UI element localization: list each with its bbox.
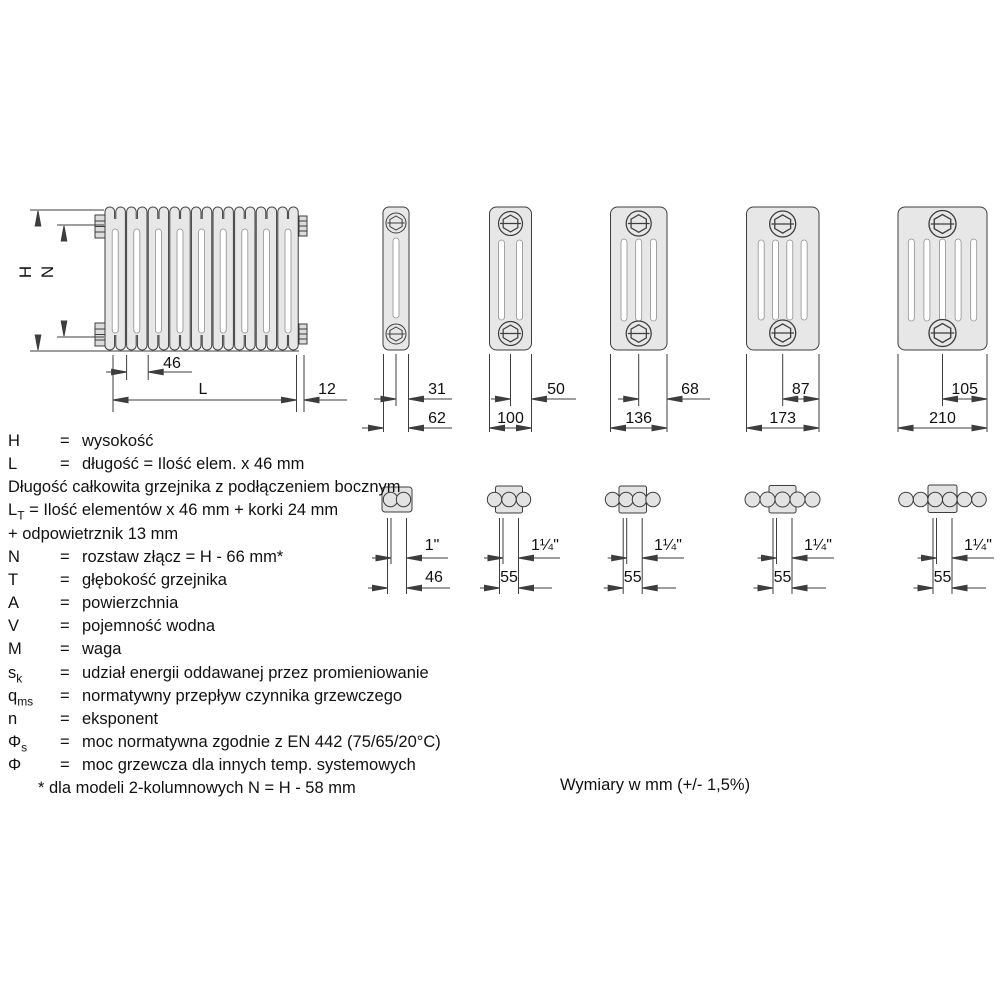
column-slot (924, 239, 930, 321)
subscript: s (21, 740, 28, 755)
pipe-circle (805, 492, 820, 507)
legend-desc: długość = Ilość elem. x 46 mm (82, 455, 305, 474)
legend-symbol: $s_k$ (8, 663, 23, 685)
legend-desc: normatywny przepływ czynnika grzewczego (82, 686, 403, 705)
plug-icon (499, 212, 523, 236)
dim-label-width: 55 (773, 569, 792, 586)
plug-icon (929, 320, 956, 347)
column-slot (621, 239, 627, 321)
dim-label-width: 46 (425, 569, 443, 586)
column-slot (636, 239, 642, 321)
legend-desc: pojemność wodna (82, 617, 215, 636)
legend-row: Długość całkowita grzejnika z podłączeniem bocznym (8, 478, 401, 497)
legend-desc: moc grzewcza dla innych temp. systemowych (82, 756, 416, 775)
dim-label-depth: 136 (625, 410, 653, 427)
legend-row (8, 685, 494, 708)
dim-label-inner: 50 (547, 381, 565, 398)
legend-desc: rozstaw złącz = H - 66 mm* (82, 547, 284, 566)
legend-row (8, 453, 494, 476)
pipe-circle (760, 492, 775, 507)
plug-icon (770, 211, 796, 237)
dim-label-depth: 100 (497, 410, 524, 427)
pipe-circle (516, 492, 530, 506)
column-slot (787, 240, 793, 320)
pipe-circle (972, 492, 987, 507)
plug-icon (929, 211, 956, 238)
dim-label-inner: 87 (791, 381, 810, 398)
dim-label-L: L (198, 381, 208, 398)
cross-section-3col (490, 207, 577, 432)
dimensions-note: Wymiary w mm (+/- 1,5%) (560, 776, 751, 794)
equals-sign: = (60, 686, 70, 705)
top-view-4col (604, 486, 684, 594)
pipe-circle (502, 492, 516, 506)
radiator-body (105, 207, 298, 350)
legend-symbol: H (8, 432, 20, 450)
dim-label-thread: 1¼" (654, 537, 682, 554)
legend-symbol: L (8, 455, 18, 474)
dim-label-width: 55 (933, 569, 952, 586)
pipe-circle (943, 492, 958, 507)
column-slot (773, 240, 779, 320)
pipe-circle (957, 492, 972, 507)
dim-label-thread: 1¼" (964, 537, 992, 554)
legend-symbol: V (8, 617, 20, 636)
legend-row (8, 731, 494, 754)
connection-boss (299, 324, 307, 344)
dim-lines (914, 518, 995, 594)
pipe-circle (790, 492, 805, 507)
column-slot (758, 240, 764, 320)
legend-symbol: T (8, 570, 19, 589)
plug-icon (386, 213, 406, 233)
dim-label-thread: 1¼" (531, 537, 559, 554)
legend-row (8, 592, 494, 615)
cross-section-4col (611, 207, 711, 432)
legend-symbol: n (8, 709, 18, 728)
subscript: k (16, 670, 23, 685)
legend-row (8, 430, 494, 453)
pipe-circle (928, 492, 943, 507)
dim-label-inner: 31 (428, 381, 446, 398)
column-slot (393, 238, 399, 318)
equals-sign: = (60, 733, 70, 752)
dim-label-offset-12: 12 (318, 381, 336, 398)
subscript: T (17, 508, 25, 523)
dim-label-inner: 105 (951, 381, 979, 398)
connection-boss (95, 215, 106, 238)
legend-row: $L_T$ = Ilość elementów x 46 mm + korki 24 mm (8, 501, 339, 523)
legend-row (8, 638, 494, 661)
equals-sign: = (60, 432, 70, 450)
plug-icon (386, 324, 406, 344)
dim-label-inner: 68 (681, 381, 699, 398)
legend-desc: moc normatywna zgodnie z EN 442 (75/65/20°C) (82, 733, 441, 752)
plug-icon (626, 321, 651, 346)
dim-label-depth: 210 (929, 410, 956, 427)
dim-label-width: 55 (623, 569, 642, 586)
dim-lines (754, 518, 835, 594)
pipe-circle (632, 492, 646, 506)
legend-symbol: Φ (8, 756, 22, 775)
front-view (16, 207, 347, 412)
length-dimensions (106, 355, 347, 412)
legend-row (8, 662, 494, 685)
plug-icon (499, 322, 523, 346)
legend-footnote: * dla modeli 2-kolumnowych N = H - 58 mm (38, 779, 356, 798)
dim-label-depth: 62 (428, 410, 446, 427)
dim-label-H: H (16, 265, 35, 279)
column-slot (940, 239, 946, 321)
pipe-circle (745, 492, 760, 507)
legend-symbol: $q_{ms}$ (8, 686, 34, 709)
pipe-circle (899, 492, 914, 507)
cross-section-6col (898, 207, 987, 432)
legend-row: + odpowietrznik 13 mm (8, 524, 179, 543)
equals-sign: = (60, 594, 70, 613)
equals-sign: = (60, 547, 70, 566)
plug-icon (770, 320, 796, 346)
dim-label-thread: 1¼" (804, 537, 832, 554)
dim-label-N: N (38, 265, 57, 279)
equals-sign: = (60, 709, 70, 728)
subscript: ms (17, 694, 34, 709)
pipe-circle (619, 492, 633, 506)
symbol-legend (8, 430, 494, 801)
legend-desc: wysokość (82, 432, 154, 450)
legend-desc: powierzchnia (82, 594, 179, 613)
legend-row (8, 754, 494, 777)
dim-lines (604, 518, 684, 594)
dim-label-thread: 1" (424, 537, 440, 554)
cross-section-2col (362, 207, 452, 432)
connection-boss (95, 323, 106, 346)
pipe-circle (605, 492, 619, 506)
top-view-6col (899, 485, 994, 594)
legend-desc: waga (82, 640, 122, 659)
column-slot (908, 239, 914, 321)
column-slot (801, 240, 807, 320)
legend-desc: głębokość grzejnika (82, 570, 227, 589)
legend-desc: udział energii oddawanej przez promieniowanie (82, 663, 429, 682)
legend-symbol: N (8, 547, 20, 566)
column-slot (955, 239, 961, 321)
column-slot (517, 240, 523, 320)
pipe-circle (646, 492, 660, 506)
equals-sign: = (60, 663, 70, 682)
connection-boss (299, 216, 307, 236)
legend-symbol: A (8, 594, 20, 613)
cross-section-5col (747, 207, 820, 432)
column-slot (971, 239, 977, 321)
dim-label-width: 55 (500, 569, 518, 586)
top-view-5col (745, 486, 834, 595)
column-slot (650, 239, 656, 321)
pipe-circle (913, 492, 928, 507)
equals-sign: = (60, 455, 70, 474)
equals-sign: = (60, 570, 70, 589)
dim-label-depth: 173 (769, 410, 797, 427)
legend-row (8, 708, 494, 731)
pipe-circle (775, 492, 790, 507)
equals-sign: = (60, 617, 70, 636)
legend-symbol: $\Phi_s$ (8, 733, 28, 755)
equals-sign: = (60, 756, 70, 775)
legend-row (8, 546, 494, 569)
legend-row (8, 569, 494, 592)
legend-desc: eksponent (82, 709, 159, 728)
legend-row (8, 615, 494, 638)
column-slot (499, 240, 505, 320)
plug-icon (626, 211, 651, 236)
equals-sign: = (60, 640, 70, 659)
legend-symbol: M (8, 640, 22, 659)
dim-label-pitch-46: 46 (163, 355, 181, 372)
